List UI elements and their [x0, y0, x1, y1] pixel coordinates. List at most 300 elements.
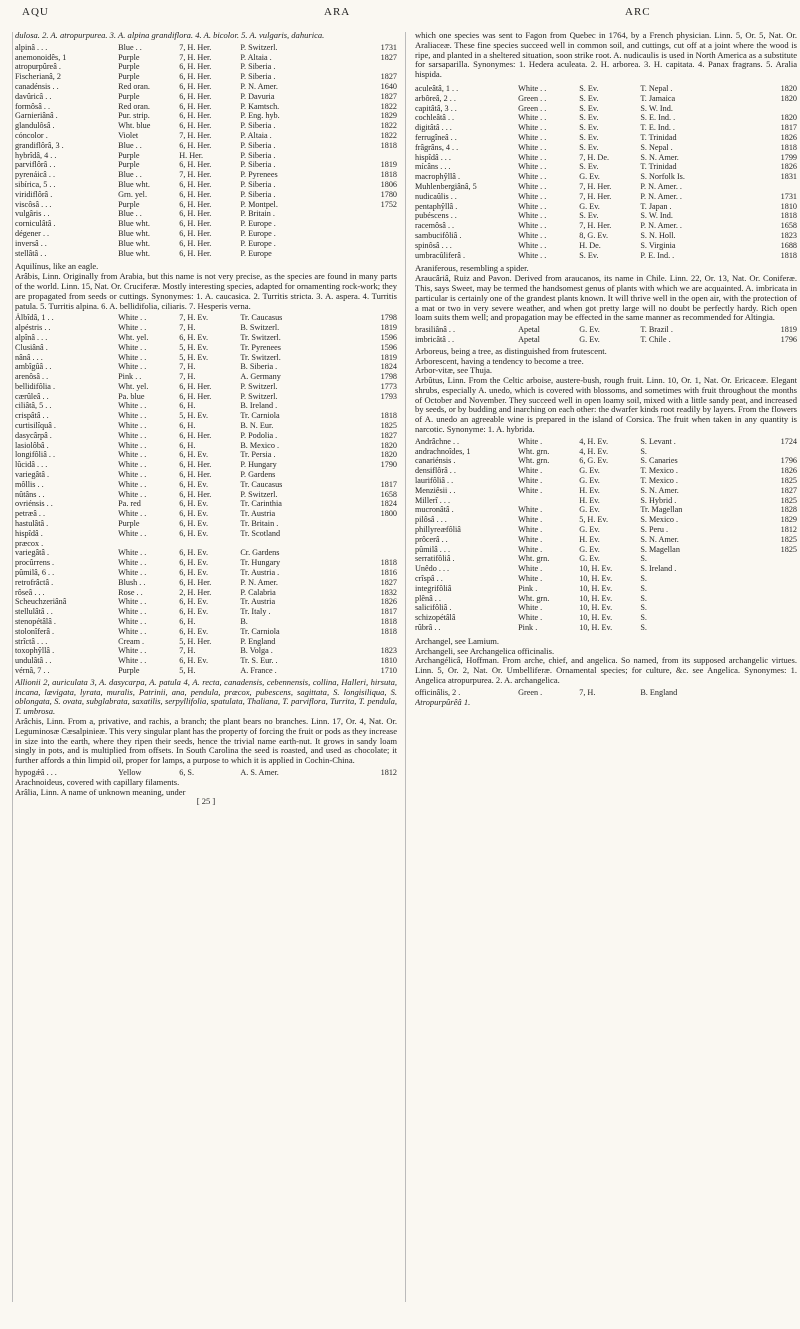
species-name: vulgâris . . [15, 209, 50, 219]
species-name: crispâtâ . . [15, 411, 49, 421]
table-row [415, 613, 797, 623]
arabis-table [15, 313, 397, 675]
native-country: P. Altaia . [240, 52, 272, 62]
native-country: Tr. Pyrenees [240, 342, 281, 352]
flower-color: Cream . [118, 636, 145, 646]
native-country: P. Europe [240, 248, 272, 258]
flower-color: Yellow [118, 767, 142, 777]
table-row [415, 466, 797, 476]
table-row [15, 627, 397, 637]
height-habit: 6, H. Her. [179, 189, 212, 199]
native-country: Tr. Persia . [240, 450, 276, 460]
height-habit: 7, H. [179, 372, 196, 382]
year-introduced: 1596 [380, 332, 397, 342]
year-introduced: 1819 [780, 325, 797, 335]
table-row [415, 594, 797, 604]
flower-color: White . . [118, 626, 147, 636]
year-introduced: 1790 [380, 460, 397, 470]
species-name: prôcerâ . . [415, 534, 448, 544]
year-introduced: 1817 [380, 479, 397, 489]
species-name: nudicaûlis . . [415, 191, 457, 201]
species-name: hispîdâ . [15, 528, 43, 538]
flower-color: Blue wht. [118, 238, 150, 248]
year-introduced: 1799 [780, 152, 797, 162]
year-introduced: 1826 [780, 162, 797, 172]
table-row [415, 84, 797, 94]
arabis-notes: Allionii 2, auriculata 3, A. dasycarpa, A. patula 4, A. recta, canadensis, cebennensis, collina, Halleri, hirsuta, incana, lævigata, lyrata, muralis, Patrinii, ana, pendula, præcox, pubescens, sagittata, S. longisiliqua, S. oblongata, S. ovata, subglabrata, saxatilis, serpyllifolia, spatulata, Thaliana, T. parviflora, Turrita, T. pendula, T. umbrosa. [15, 676, 397, 717]
native-country: S. W. Ind. [640, 211, 673, 221]
species-name: anemonoidês, 1 [15, 52, 67, 62]
year-introduced: 1825 [780, 495, 797, 505]
species-name: nûtâns . . [15, 489, 45, 499]
height-habit: 5, H. Her. [179, 636, 212, 646]
year-introduced [740, 594, 797, 604]
height-habit: 2, H. Her. [179, 587, 212, 597]
species-name: glandulôsâ . [15, 121, 55, 131]
table-row [15, 372, 397, 382]
table-row [415, 564, 797, 574]
table-row [15, 131, 397, 141]
species-name: cærûleâ . . [15, 391, 49, 401]
flower-color: White . . [118, 509, 147, 519]
species-name: formôsâ . . [15, 101, 51, 111]
height-habit: 6, H. [179, 421, 196, 431]
native-country: P. N. Amer. . [640, 181, 682, 191]
species-name: stolonîferâ . [15, 626, 55, 636]
species-name: viscôsâ . . . [15, 199, 52, 209]
table-row [15, 637, 397, 647]
native-country: P. Podolia . [240, 430, 278, 440]
species-name: digitâtâ . . . [415, 123, 452, 133]
native-country: S. [640, 583, 647, 593]
flower-color: White . [518, 534, 543, 544]
height-habit: 6, H. Her. [179, 62, 212, 72]
species-name: stenopétâlâ . [15, 617, 56, 627]
table-row [15, 121, 397, 131]
native-country: P. Switzerl. [240, 489, 278, 499]
table-row [15, 353, 397, 363]
table-row [415, 153, 797, 163]
year-introduced [340, 249, 397, 259]
page-number: [ 25 ] [196, 796, 216, 807]
species-name: ovriénsis . . [15, 499, 53, 509]
flower-color: Wht. grn. [518, 456, 550, 466]
entry-arabis: Arâbis, Linn. Originally from Arabia, but this name is not very precise, as the species are found in many parts of the world. Linn. 15, Nat. Or. Cruciferæ. Mostly interesting species, adapted for ornamenting rock-work; they are propagated from seeds or cuttings. Synonymes: 1. A. caucasica. 2. Turritis stricta. 3. A. aspera. 4. Turritis patula. 5. Turritis alpina. 6. A. bellidifolia, ciliaris. 7. Hesperis verna. [15, 271, 397, 311]
running-header [0, 0, 800, 28]
species-name: variegâtâ . [15, 470, 50, 480]
height-habit: 6, H. Ev. [179, 626, 209, 636]
flower-color: Purple [118, 160, 140, 170]
year-introduced: 1798 [380, 372, 397, 382]
species-name: corniculâtâ . [15, 219, 56, 229]
height-habit: 10, H. Ev. [579, 623, 613, 633]
native-country: Tr. Magellan [640, 505, 683, 515]
year-introduced: 1827 [780, 485, 797, 495]
flower-color: Blue . . [118, 42, 142, 52]
native-country: P. England [240, 636, 276, 646]
year-introduced [740, 623, 797, 633]
native-country: Tr. Switzerl. [240, 332, 281, 342]
species-name: curtisilîquâ . [15, 421, 56, 431]
last-line: Atropurpûrêâ 1. [415, 696, 471, 707]
table-row [15, 239, 397, 249]
species-name: undulâtâ . . [15, 656, 52, 666]
native-country: Tr. Austria [240, 597, 276, 607]
species-name: Muhlenbergiânâ, 5 [415, 181, 477, 191]
native-country: P. Siberia . [240, 179, 276, 189]
year-introduced [340, 209, 397, 219]
entry-archangelica: Archangélicâ, Hoffman. From arche, chief, and angelica. So named, from its supposed archangelic virtues. Linn. 5, Or. 2, Nat. Or. Umbelliferæ. Ornamental species; for culture, &c. see Angelica. Synonymes: 1. Angelica atropurpurea. 2. A. archangelica. [415, 655, 797, 685]
year-introduced: 1818 [380, 558, 397, 568]
year-introduced: 1810 [780, 201, 797, 211]
native-country: Tr. Caucasus [240, 479, 283, 489]
table-row [15, 431, 397, 441]
species-name: alpînâ . . . [15, 332, 48, 342]
species-name: brasiliânâ . . [415, 325, 456, 335]
flower-color: White . . [118, 421, 147, 431]
table-row [415, 603, 797, 613]
flower-color: Pink . [518, 623, 538, 633]
table-row [415, 486, 797, 496]
table-row [15, 92, 397, 102]
table-row [15, 62, 397, 72]
height-habit: 5, H. Ev. [579, 515, 609, 525]
year-introduced: 1798 [380, 313, 397, 323]
native-country: S. Mexico . [640, 515, 679, 525]
flower-color [518, 496, 579, 506]
year-introduced: 1829 [380, 111, 397, 121]
flower-color: Purple [118, 519, 140, 529]
native-country: B. England [640, 687, 678, 697]
height-habit: 6, H. Her. [179, 238, 212, 248]
table-row [15, 548, 397, 558]
flower-color: Purple [118, 62, 140, 72]
species-name: lasiolôbâ . [15, 440, 49, 450]
year-introduced: 1824 [380, 499, 397, 509]
species-name: macrophŷllâ . [415, 172, 461, 182]
table-row [415, 545, 797, 555]
year-introduced [340, 62, 397, 72]
table-row [15, 72, 397, 82]
native-country: S. [640, 603, 647, 613]
native-country: B. Switzerl. [240, 323, 280, 333]
species-name: crîspâ . . [415, 574, 443, 584]
height-habit: 6, H. Her. [179, 219, 212, 229]
entry-araniferous: Araniferous, resembling a spider. [415, 263, 529, 274]
native-country: P. Altaia . [240, 130, 272, 140]
native-country: A. S. Amer. [240, 767, 279, 777]
native-country: Tr. Italy . [240, 607, 271, 617]
flower-color: White . . [518, 132, 547, 142]
year-introduced: 1773 [380, 381, 397, 391]
table-row [415, 143, 797, 153]
species-name: rôseâ . . . [15, 587, 45, 597]
year-introduced: 1822 [380, 101, 397, 111]
flower-color: White . . [118, 450, 147, 460]
height-habit: 6, H. Her. [179, 577, 212, 587]
year-introduced: 1832 [380, 587, 397, 597]
flower-color: White . . [118, 607, 147, 617]
flower-color: Blue wht. [118, 219, 150, 229]
entry-arboreus: Arboreus, being a tree, as distinguished from frutescent. [415, 345, 607, 356]
year-introduced [340, 229, 397, 239]
height-habit: 6, H. Ev. [179, 548, 209, 558]
height-habit: G. Ev. [579, 544, 600, 554]
native-country: S. N. Amer. [640, 152, 679, 162]
table-row [415, 525, 797, 535]
flower-color: Wht. yel. [118, 332, 149, 342]
flower-color: Blue . . [118, 140, 142, 150]
year-introduced [340, 151, 397, 161]
species-name: salicifôliâ . [415, 603, 452, 613]
table-row [15, 597, 397, 607]
year-introduced: 1596 [380, 342, 397, 352]
height-habit: S. Ev. [579, 132, 599, 142]
table-row [15, 450, 397, 460]
species-name: sibírica, 5 . . [15, 179, 56, 189]
year-introduced: 1658 [380, 489, 397, 499]
year-introduced [740, 182, 797, 192]
flower-color: Purple [118, 91, 140, 101]
species-name: schizopétâlâ [415, 613, 456, 623]
year-introduced: 1824 [380, 362, 397, 372]
species-name: Andrâchne . . [415, 436, 460, 446]
height-habit: 4, H. Ev. [579, 436, 609, 446]
height-habit: 6, H. Ev. [179, 499, 209, 509]
height-habit: H. Ev. [579, 485, 600, 495]
flower-color: Wht. grn. [518, 593, 550, 603]
native-country: P. Gardens [240, 470, 276, 480]
native-country: B. Mexico . [240, 440, 280, 450]
height-habit: G. Ev. [579, 172, 600, 182]
table-row [15, 249, 397, 259]
left-column [15, 31, 397, 1311]
year-introduced: 1827 [380, 430, 397, 440]
species-name: vérnâ, 7 . . [15, 666, 50, 675]
table-row [415, 192, 797, 202]
height-habit: 6, H. Her. [179, 121, 212, 131]
entry-arbutus: Arbûtus, Linn. From the Celtic arboise, austere-bush, rough fruit. Linn. 10, Or. 1, Nat. Or. Ericaceæ. Elegant shrubs, especially A. unedo, which is covered with blossoms, and sometimes with fruit throughout the months of October and November. They succeed well in open loamy soil, mixed with a little sandy peat, and increased by seeds, or by budding and inarching on each other: the dwarfer kinds root readily by layers. From the flowers of A. unedo an agreeable wine is prepared in the island of Corsica. The fruit when taken in any quantity is narcotic. Synonyme: 1. A. hybrida. [415, 375, 797, 435]
species-name: dasycârpâ . [15, 430, 52, 440]
height-habit: S. Ev. [579, 103, 599, 113]
entry-archangeli: Archangeli, see Archangelica officinalis. [415, 645, 555, 656]
species-name: pentaphŷllâ . [415, 201, 458, 211]
native-country: S. [640, 554, 647, 564]
species-name: Unêdo . . . [415, 564, 450, 574]
year-introduced [740, 584, 797, 594]
flower-color: Red oran. [118, 81, 150, 91]
year-introduced [740, 688, 797, 698]
height-habit: 5, H. Ev. [179, 411, 209, 421]
entry-araucaria: Araucâriâ, Ruiz and Pavon. Derived from araucanos, its name in Chile. Linn. 22, Or. 13, Nat. Or. Coniferæ. This, says Sweet, may be termed the handsomest genus of plants with which we are acquainted. A. imbricata in particular is certainly one of the grandest plants known. It will thrive well in the open air, with the protection of a mat or two in very severe weather, and when got pretty large will no doubt be perfectly hardy. Rich open loam suits them well; and propagation may be effected in the same manner as recommended for Altingia. [415, 273, 797, 323]
species-name: pilôsâ . . . [415, 515, 447, 525]
flower-color: Purple [118, 666, 140, 675]
year-introduced: 1820 [380, 440, 397, 450]
native-country: T. Trinidad [640, 132, 677, 142]
flower-color: Pink . [518, 583, 538, 593]
year-introduced [340, 470, 397, 480]
species-name: mucronâtâ . [415, 505, 454, 515]
native-country: Tr. Austria . [240, 568, 280, 578]
native-country: B. Siberia . [240, 362, 278, 372]
year-introduced: 1819 [380, 323, 397, 333]
height-habit: 6, H. Her. [179, 111, 212, 121]
species-name: densiflôrâ . . [415, 466, 456, 476]
height-habit: 10, H. Ev. [579, 613, 613, 623]
native-country: S. N. Holl. [640, 230, 676, 240]
table-row [15, 441, 397, 451]
height-habit: 7, H. Her. [179, 52, 212, 62]
species-name: grandiflôrâ, 3 . [15, 140, 64, 150]
flower-color: White . . [518, 113, 547, 123]
table-row [15, 170, 397, 180]
flower-color: White . . [118, 548, 147, 558]
native-country: P. N. Amer. [240, 577, 278, 587]
table-row [15, 82, 397, 92]
species-name: Fischerianâ, 2 [15, 72, 61, 82]
height-habit: 6, H. Ev. [179, 479, 209, 489]
native-country: T. Chile . [640, 334, 671, 344]
table-row [15, 53, 397, 63]
right-column [415, 31, 797, 1311]
flower-color: White . . [518, 240, 547, 250]
height-habit: 6, H. Ev. [179, 568, 209, 578]
height-habit: 7, H. [179, 323, 196, 333]
table-row [415, 535, 797, 545]
flower-color: White . . [118, 430, 147, 440]
year-introduced: 1826 [780, 466, 797, 476]
table-row [15, 666, 397, 676]
height-habit: 6, H. Her. [179, 430, 212, 440]
species-name: viridiflôrâ . [15, 189, 53, 199]
species-name: petræâ . . [15, 509, 46, 519]
native-country [240, 539, 339, 549]
native-country: Tr. Carinthia [240, 499, 282, 509]
species-name: sambucifôliâ . [415, 230, 462, 240]
flower-color: Blue wht. [118, 228, 150, 238]
year-introduced: 1822 [380, 121, 397, 131]
table-row [15, 558, 397, 568]
flower-color: White . [518, 515, 543, 525]
species-name: Millerî . . . [415, 495, 451, 505]
flower-color: White . . [118, 323, 147, 333]
flower-color: Green . . [518, 103, 547, 113]
column-divider [405, 32, 406, 1302]
year-introduced [740, 447, 797, 457]
table-row [15, 229, 397, 239]
species-name: davûricâ . . [15, 91, 52, 101]
flower-color: White . [518, 613, 543, 623]
height-habit: 10, H. Ev. [579, 583, 613, 593]
height-habit: 7, H. Her. [579, 181, 612, 191]
year-introduced: 1820 [780, 113, 797, 123]
year-introduced [340, 529, 397, 539]
table-row [415, 202, 797, 212]
table-row [15, 102, 397, 112]
year-introduced: 1825 [380, 421, 397, 431]
species-name: arbôreâ, 2 . . [415, 93, 456, 103]
height-habit: 6, H. Ev. [179, 656, 209, 666]
height-habit [179, 539, 240, 549]
species-name: ciliâtâ, 5 . . [15, 401, 52, 411]
year-introduced: 1731 [780, 191, 797, 201]
year-introduced: 1731 [380, 42, 397, 52]
flower-color: White . [518, 574, 543, 584]
table-row [15, 362, 397, 372]
year-introduced [740, 603, 797, 613]
species-name: imbricâtâ . . [415, 334, 455, 344]
native-country: T. Nepal . [640, 83, 673, 93]
year-introduced: 1796 [780, 334, 797, 344]
height-habit: H. Ev. [579, 495, 600, 505]
table-row [415, 623, 797, 633]
year-introduced: 1823 [380, 646, 397, 656]
height-habit: 5, H. Ev. [179, 352, 209, 362]
height-habit: 6, H. [179, 440, 196, 450]
native-country: P. Calabria [240, 587, 276, 597]
species-name: lûcidâ . . . [15, 460, 48, 470]
native-country: S. Canaries [640, 456, 678, 466]
year-introduced: 1822 [380, 130, 397, 140]
flower-color: White . . [518, 123, 547, 133]
flower-color: Grn. yel. [118, 189, 148, 199]
native-country: Cr. Gardens [240, 548, 280, 558]
height-habit: 6, H. Her. [179, 91, 212, 101]
year-introduced: 1820 [380, 450, 397, 460]
table-row [15, 401, 397, 411]
year-introduced: 1818 [380, 411, 397, 421]
height-habit: 7, H. Her. [179, 170, 212, 180]
year-introduced [740, 104, 797, 114]
species-name: racemôsâ . . [415, 221, 455, 231]
species-name: præcox . [15, 538, 44, 548]
height-habit: G. Ev. [579, 201, 600, 211]
table-row [15, 333, 397, 343]
flower-color: White . . [518, 152, 547, 162]
native-country: T. Mexico . [640, 476, 678, 486]
native-country: Tr. Switzerl. [240, 352, 281, 362]
year-introduced: 1818 [780, 142, 797, 152]
native-country: Tr. Austria [240, 509, 276, 519]
native-country: P. Europe . [240, 228, 276, 238]
flower-color: Red oran. [118, 101, 150, 111]
native-country: S. Virginia [640, 240, 676, 250]
native-country: S. Peru . [640, 525, 669, 535]
entry-arbor-vitae: Arbor-vitæ, see Thuja. [415, 365, 493, 376]
height-habit: H. De. [579, 240, 601, 250]
height-habit: 7, H. Her. [579, 191, 612, 201]
species-name: Garnieriânâ . [15, 111, 58, 121]
table-row [415, 554, 797, 564]
table-row [415, 437, 797, 447]
table-row [15, 617, 397, 627]
flower-color: White . . [518, 230, 547, 240]
year-introduced: 1752 [380, 199, 397, 209]
flower-color: Wht. grn. [518, 554, 550, 564]
table-row [15, 343, 397, 353]
height-habit: 7, H. [179, 646, 196, 656]
species-name: Álbîdâ, 1 . . [15, 313, 54, 323]
flower-color: White . . [118, 401, 147, 411]
height-habit: 6, H. Her. [179, 81, 212, 91]
height-habit: 6, H. Her. [179, 101, 212, 111]
flower-color: White . . [518, 181, 547, 191]
height-habit: 6, H. Her. [179, 391, 212, 401]
species-name: mícâns . . . [415, 162, 451, 172]
species-name: variegâtâ . [15, 548, 50, 558]
height-habit: 10, H. Ev. [579, 603, 613, 613]
flower-color: White . [518, 505, 543, 515]
